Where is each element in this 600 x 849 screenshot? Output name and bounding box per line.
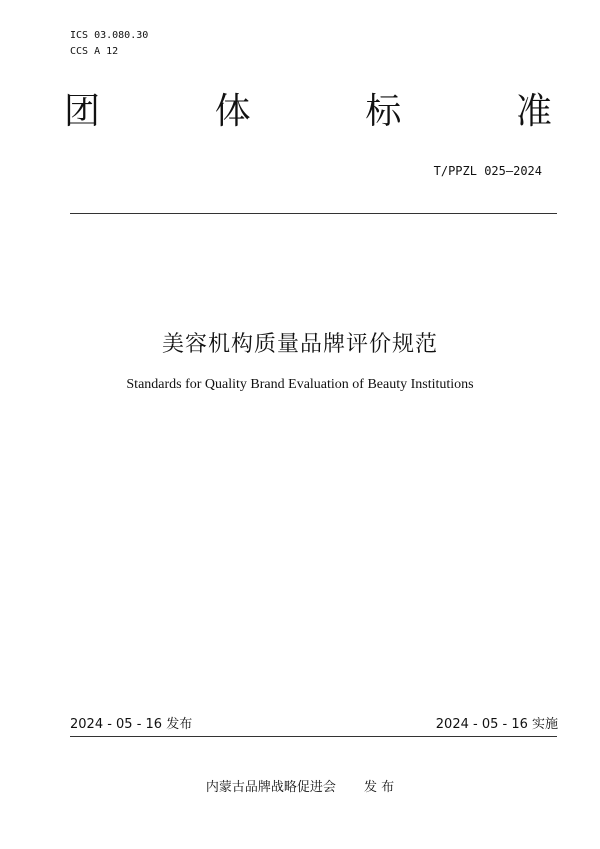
document-title-chinese: 美容机构质量品牌评价规范 bbox=[161, 332, 438, 357]
document-title-english: Standards for Quality Brand Evaluation of Beauty Institutions bbox=[126, 377, 474, 392]
ccs-code: CCS A 12 bbox=[70, 46, 119, 57]
standard-type-char: 团 bbox=[64, 91, 101, 132]
header-divider bbox=[70, 213, 557, 214]
standard-type-char: 准 bbox=[515, 91, 552, 132]
footer-divider bbox=[70, 736, 557, 737]
standard-type-heading bbox=[64, 88, 552, 136]
classification-codes bbox=[70, 28, 148, 60]
implementation-date: 2024 - 05 - 16 实施 bbox=[435, 717, 558, 732]
issue-date: 2024 - 05 - 16 发布 bbox=[70, 717, 193, 732]
publisher-action: 发 布 bbox=[363, 780, 395, 795]
publisher-line bbox=[0, 776, 600, 795]
standard-type-char: 体 bbox=[214, 91, 251, 132]
ics-code: ICS 03.080.30 bbox=[70, 30, 149, 41]
standard-number: T/PPZL 025—2024 bbox=[433, 164, 542, 178]
standard-type-char: 标 bbox=[365, 91, 402, 132]
publisher-name: 内蒙古品牌战略促进会 bbox=[205, 780, 336, 795]
